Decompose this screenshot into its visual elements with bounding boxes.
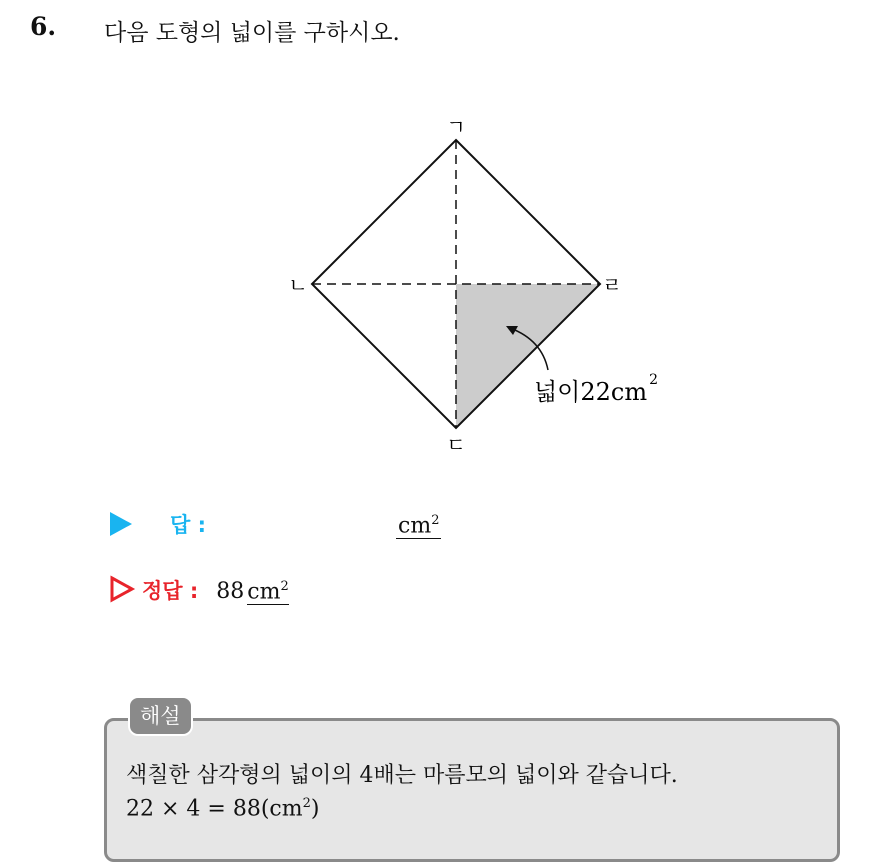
explanation-line-2: [126, 796, 319, 821]
question-number: 6.: [30, 12, 57, 41]
answer-arrow-icon: [110, 512, 132, 536]
correct-value: 88: [216, 579, 245, 604]
rhombus-figure: [270, 112, 659, 457]
correct-unit-text: cm: [247, 579, 281, 604]
answer-label: 답 :: [170, 513, 206, 537]
correct-answer-row: [110, 572, 289, 605]
correct-arrow-icon: [110, 576, 134, 602]
answer-unit: [396, 513, 441, 539]
answer-row: [110, 508, 441, 539]
vertex-right-label: ㄹ: [602, 273, 622, 297]
correct-unit-exponent: 2: [280, 578, 289, 594]
explanation-formula: 22 × 4 = 88(cm: [126, 796, 303, 822]
answer-unit-exponent: 2: [431, 512, 440, 528]
area-label: 넓이22cm: [534, 378, 648, 406]
answer-unit-text: cm: [398, 513, 432, 538]
vertex-top-label: ㄱ: [446, 115, 466, 139]
vertex-left-label: ㄴ: [288, 273, 308, 297]
explanation-box: [104, 718, 840, 862]
explanation-formula-close: ): [310, 796, 320, 822]
explanation-tag: 해설: [128, 696, 193, 736]
correct-unit: [247, 579, 288, 605]
question-text: 다음 도형의 넓이를 구하시오.: [104, 20, 400, 46]
correct-label: 정답 :: [142, 579, 199, 603]
area-label-exponent: 2: [649, 372, 659, 388]
explanation-formula-exponent: 2: [302, 796, 311, 811]
explanation-line-1: 색칠한 삼각형의 넓이의 4배는 마름모의 넓이와 같습니다.: [126, 763, 678, 788]
vertex-bottom-label: ㄷ: [446, 433, 466, 457]
